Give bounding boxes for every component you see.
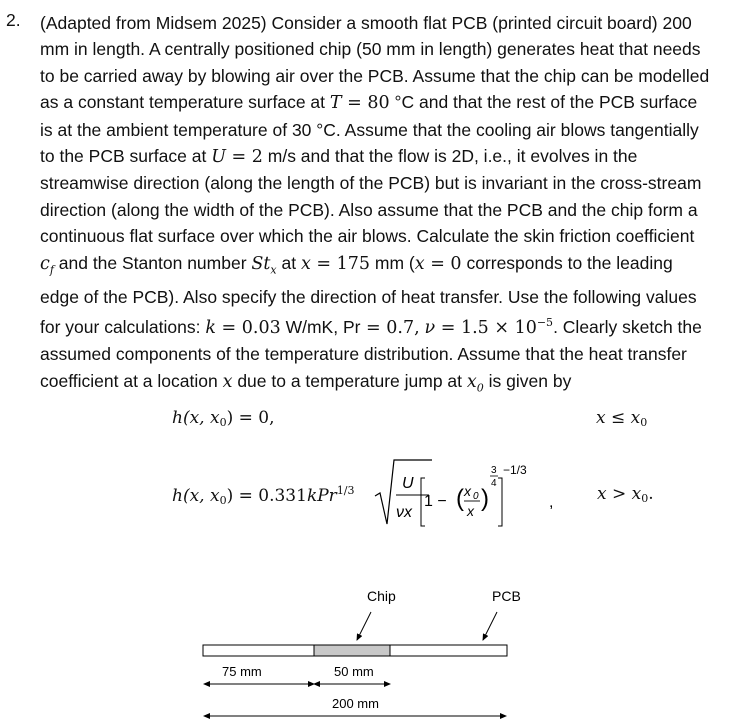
line-10: $c_f$ and the Stanton number $St_x$ at x = 175 mm (x = 0 corresponds to the leading — [40, 252, 673, 277]
inner-exp-num: 3 — [491, 465, 497, 476]
dim-200mm-label: 200 mm — [332, 696, 379, 711]
pcb-pointer — [483, 612, 497, 640]
inner-frac-num-sub: 0 — [473, 491, 479, 502]
line-1: (Adapted from Midsem 2025) Consider a smooth flat PCB (printed circuit board) 200 — [40, 13, 692, 33]
right-bracket — [498, 478, 502, 526]
chip-pointer — [357, 612, 371, 640]
left-paren: ( — [456, 485, 464, 512]
sqrt-numerator: U — [402, 475, 414, 492]
line-7: streamwise direction (along the length of the PCB) but is invariant in the cross-stream — [40, 173, 702, 194]
line-4: as a constant temperature surface at T = 80 °C and that the rest of the PCB surface — [40, 92, 698, 114]
line-2: mm in length. A centrally positioned chip (50 mm in length) generates heat that needs — [40, 39, 701, 60]
line-5: is at the ambient temperature of 30 °C. Assume that the cooling air blows tangentially — [40, 119, 699, 140]
inner-frac-num: x — [464, 483, 471, 499]
chip-label: Chip — [367, 588, 396, 604]
equation-2-comma: , — [549, 494, 554, 511]
sqrt-denominator: νx — [396, 504, 412, 521]
line-8: direction (along the width of the PCB). Also assume that the PCB and the chip form a — [40, 199, 698, 220]
line-12: for your calculations: k = 0.03 W/mK, Pr = 0.7, $\nu = 1.5 \times 10^{-5}$. Clearly sketch the — [40, 315, 702, 338]
dim-75mm-label: 75 mm — [222, 664, 262, 679]
line-13: assumed components of the temperature distribution. Assume that the heat transfer — [40, 344, 687, 365]
question-text — [40, 10, 728, 402]
inner-exp-den: 4 — [491, 478, 497, 489]
line-14: coefficient at a location x due to a temperature jump at $x_0$ is given by — [40, 370, 572, 395]
equation-2-lhs: h(x, $x_0) = 0.331kPr^{1/3}$ — [172, 484, 355, 507]
dim-50mm-label: 50 mm — [334, 664, 374, 679]
line-6: to the PCB surface at U = 2 m/s and that the flow is 2D, i.e., it evolves in the — [40, 146, 638, 168]
equation-2-radical — [372, 452, 572, 532]
pcb-label: PCB — [492, 588, 521, 604]
inner-frac-den: x — [467, 503, 474, 519]
line-11: edge of the PCB). Also specify the direction of heat transfer. Use the following values — [40, 286, 697, 307]
equation-1-condition: $x \le x_0$ — [596, 408, 648, 429]
outer-exponent: −1/3 — [503, 463, 527, 477]
line-9: continuous flat surface over which the air blows. Calculate the skin friction coefficient — [40, 226, 695, 247]
pcb-diagram — [0, 580, 743, 727]
chip — [314, 645, 390, 656]
equation-2-condition: $x > x_0$. — [597, 484, 654, 505]
right-paren: ) — [481, 485, 489, 512]
line-3: to be carried away by blowing air over the PCB. Assume that the chip can be modelled — [40, 65, 710, 86]
equation-1: h(x, $x_0) = 0$, — [172, 408, 275, 429]
question-number: 2. — [6, 10, 21, 30]
one-minus: 1 − — [424, 493, 447, 510]
